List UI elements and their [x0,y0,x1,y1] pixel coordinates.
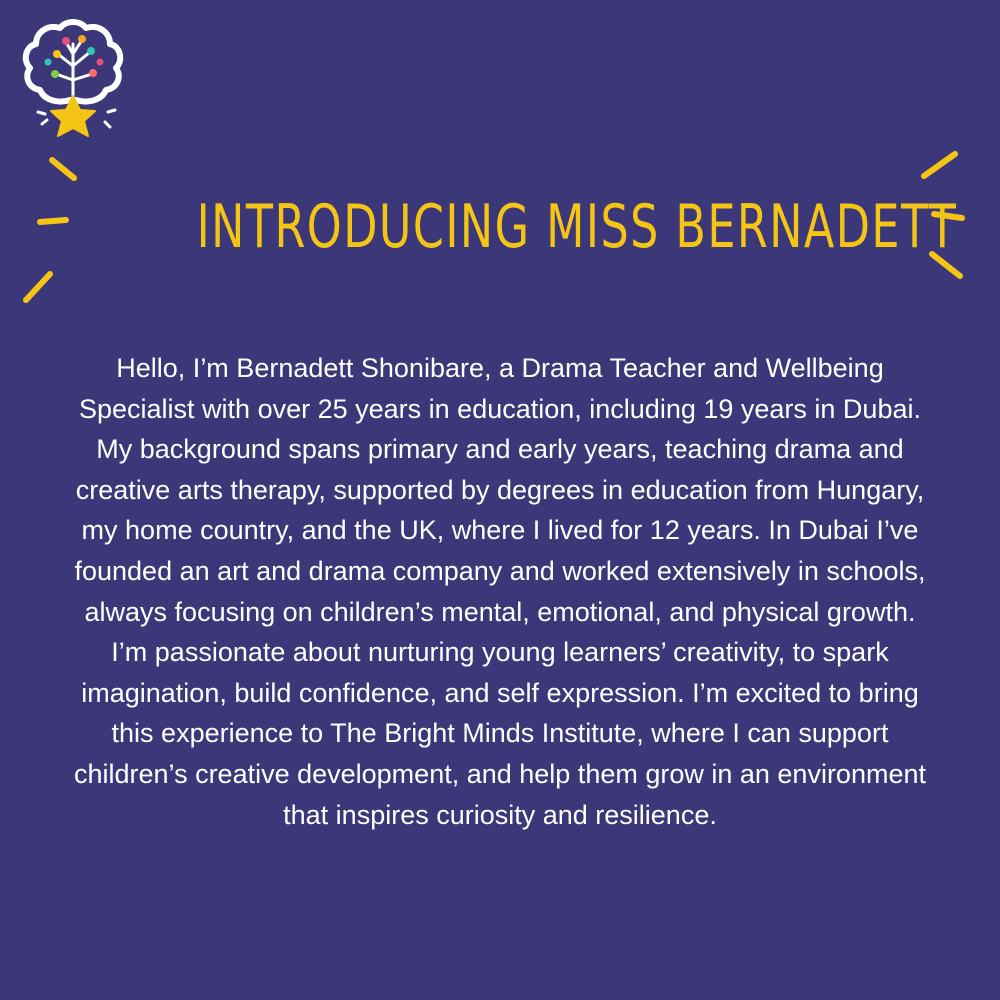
bio-paragraph: Hello, I’m Bernadett Shonibare, a Drama Teacher and Wellbeing Specialist with over 25 years in education, including 19 years in Dubai. My background spans primary and early years, teaching drama and creative arts therapy, supported by degrees in education from Hungary, my home country, and the UK, where I lived for 12 years. In Dubai I’ve founded an art and drama company and worked extensively in schools, always focusing on children’s mental, emotional, and physical growth. I’m passionate about nurturing young learners’ creativity, to spark imagination, build confidence, and self expression. I’m excited to bring this experience to The Bright Minds Institute, where I can support children’s creative development, and help them grow in an environment that inspires curiosity and resilience. [74,353,926,830]
heading-area [0,150,1000,310]
page-title: INTRODUCING MISS BERNADETT [196,192,958,262]
brain-star-logo-icon [18,14,128,139]
